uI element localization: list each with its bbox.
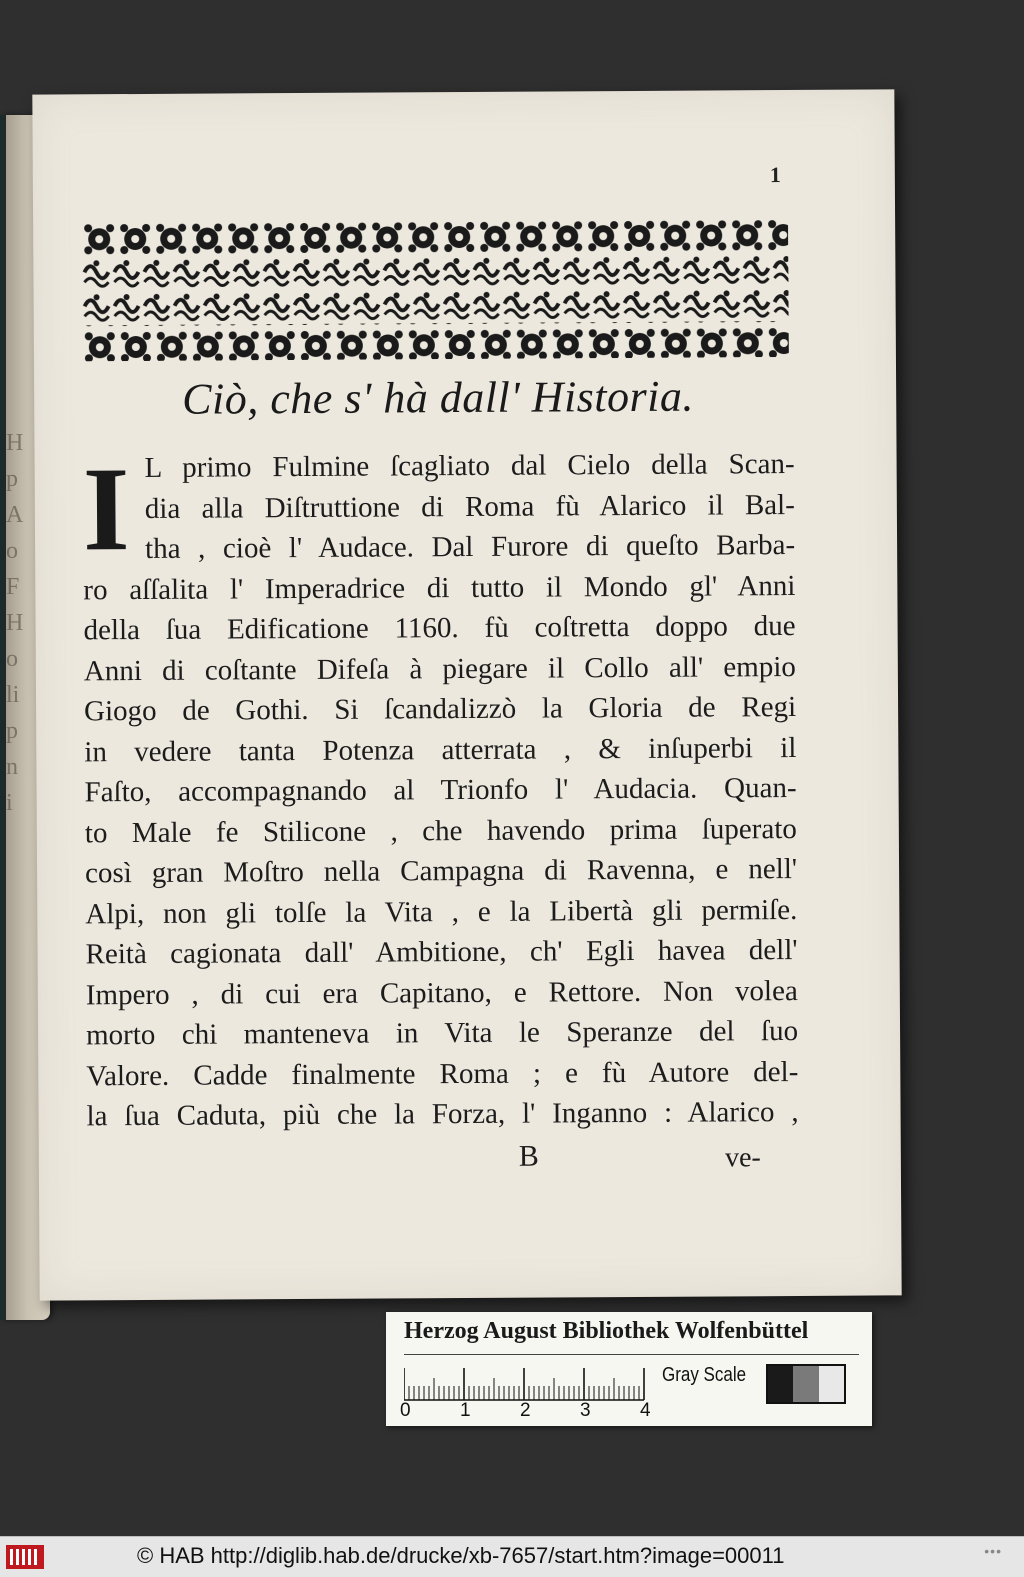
text-line: Anni di coſtante Difeſa à piegare il Collo all' empio [83, 650, 796, 687]
catchword: ve- [724, 1142, 761, 1174]
card-divider [404, 1354, 859, 1355]
hab-logo-icon [6, 1545, 44, 1569]
text-line: in vedere tanta Potenza atterrata , & inſuperbi il [84, 731, 797, 768]
signature-line [518, 1138, 761, 1174]
ruler-number: 3 [580, 1400, 591, 1421]
copyright-url[interactable]: © HAB http://diglib.hab.de/drucke/xb-7657/start.htm?image=00011 [137, 1543, 785, 1568]
viewer-status-bar [0, 1536, 1024, 1577]
text-line: Valore. Cadde finalmente Roma ; e fù Autore del- [86, 1055, 799, 1092]
section-heading: Ciò, che s' hà dall' Historia. [182, 371, 695, 424]
text-line: Alpi, non gli tolſe la Vita , e la Libertà gli permiſe. [85, 893, 798, 930]
woodcut-ornament-band [81, 217, 789, 361]
more-icon[interactable]: ••• [984, 1543, 1002, 1559]
ruler-numbers [400, 1400, 650, 1422]
text-line: Impero , di cui era Capitano, e Rettore. Non volea [85, 974, 798, 1011]
ruler-number: 0 [400, 1400, 411, 1421]
color-calibration-card [386, 1312, 872, 1426]
page-number: 1 [769, 162, 781, 188]
text-line: Faſto, accompagnando al Trionfo l' Audacia. Quan- [84, 771, 797, 809]
text-line: dia alla Diſtruttione di Roma fù Alarico il Bal- [144, 488, 795, 525]
gray-scale-swatches [766, 1364, 846, 1404]
book-spine [0, 115, 6, 1320]
signature-mark: B [518, 1139, 539, 1173]
text-line: così gran Moſtro nella Campagna di Ravenna, e nell' [84, 852, 798, 890]
text-line: la ſua Caduta, più che la Forza, l' Inganno : Alarico , [86, 1095, 799, 1133]
swatch-white [819, 1366, 844, 1402]
body-text [82, 444, 798, 1137]
book-page [32, 89, 901, 1300]
text-line: L primo Fulmine ſcagliato dal Cielo della Scan- [144, 447, 795, 484]
text-line: tha , cioè l' Audace. Dal Furore di queſto Barba- [145, 528, 796, 565]
drop-cap-initial: I [82, 442, 130, 576]
ruler-number: 1 [460, 1400, 471, 1421]
text-line: morto chi manteneva in Vita le Speranze del ſuo [85, 1014, 799, 1052]
text-line: Giogo de Gothi. Si ſcandalizzò la Gloria de Regi [83, 690, 797, 728]
swatch-black [768, 1366, 793, 1402]
swatch-gray [793, 1366, 818, 1402]
text-line: Reità cagionata dall' Ambitione, ch' Egli havea dell' [85, 933, 798, 971]
library-name: Herzog August Bibliothek Wolfenbüttel [404, 1318, 809, 1344]
centimeter-ruler [404, 1362, 654, 1402]
text-line: to Male fe Stilicone , che havendo prima ſuperato [84, 812, 797, 849]
gray-scale-label: Gray Scale [662, 1364, 747, 1386]
bleed-through-text: H p A o F H o li p n i [6, 430, 24, 816]
ruler-number: 4 [640, 1400, 651, 1421]
text-line: ro aſſalita l' Imperadrice di tutto il Mondo gl' Anni [83, 569, 796, 606]
ruler-number: 2 [520, 1400, 531, 1421]
text-line: della ſua Edificatione 1160. fù coſtretta doppo due [83, 609, 796, 647]
